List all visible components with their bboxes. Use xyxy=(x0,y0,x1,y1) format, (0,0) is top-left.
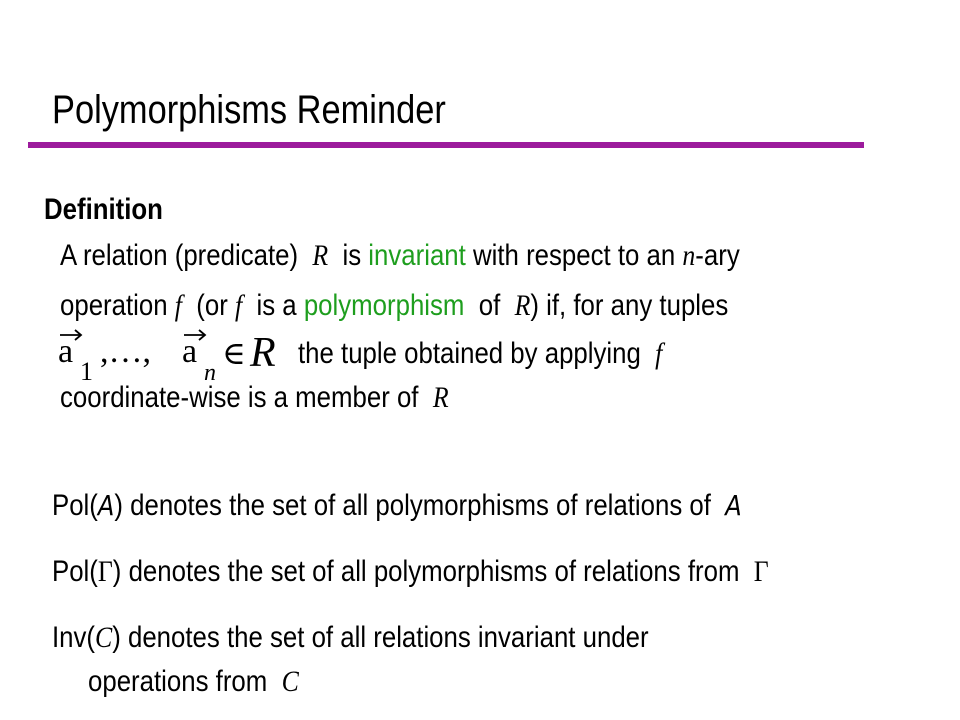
def-text: coordinate-wise is a member of xyxy=(60,381,419,414)
term-polymorphism: polymorphism xyxy=(303,289,465,322)
statement-text: ) denotes the set of all relations invariant under xyxy=(112,621,649,654)
pol-a-statement xyxy=(52,486,854,526)
def-text: with respect to an xyxy=(473,239,676,272)
inv-c-statement-continuation xyxy=(88,662,333,702)
title-underline xyxy=(28,142,864,148)
math-C: C xyxy=(281,665,299,698)
slide-title-text: Polymorphisms Reminder xyxy=(52,88,446,132)
math-a: a xyxy=(182,333,198,370)
def-text: (or xyxy=(196,289,228,322)
definition-line-3 xyxy=(298,334,722,374)
math-A: A xyxy=(97,489,115,522)
math-dots: ,…, xyxy=(100,333,151,370)
math-f: f xyxy=(234,289,243,322)
def-text: -ary xyxy=(695,239,740,272)
def-text: A relation (predicate) xyxy=(60,239,299,272)
math-R: R xyxy=(514,289,531,322)
definition-heading-text: Definition xyxy=(44,193,163,226)
def-text: ) if, for any tuples xyxy=(530,289,729,322)
math-gamma: Γ xyxy=(753,555,769,588)
pol-gamma-statement xyxy=(52,552,885,592)
statement-text: Pol( xyxy=(52,555,98,588)
def-text: operation xyxy=(60,289,168,322)
math-f: f xyxy=(655,337,663,370)
math-a: a xyxy=(58,333,74,370)
math-A: A xyxy=(725,489,742,522)
math-R: R xyxy=(432,381,449,414)
slide-title xyxy=(52,86,510,134)
statement-text: Pol( xyxy=(52,489,98,522)
math-C: C xyxy=(95,621,113,654)
def-text: is a xyxy=(256,289,297,322)
math-R: R xyxy=(250,330,276,376)
tuple-membership-formula xyxy=(54,322,294,386)
element-of-symbol: ∈ xyxy=(222,335,246,371)
statement-text: ) denotes the set of all polymorphisms of relations from xyxy=(112,555,740,588)
def-text: the tuple obtained by applying xyxy=(298,337,641,370)
definition-line-1 xyxy=(60,236,850,276)
definition-line-2 xyxy=(60,286,837,326)
math-f: f xyxy=(174,289,182,322)
def-text: of xyxy=(478,289,501,322)
term-invariant: invariant xyxy=(368,239,466,272)
def-text: is xyxy=(342,239,362,272)
statement-text: ) denotes the set of all polymorphisms of relations of xyxy=(114,489,711,522)
math-n: n xyxy=(682,239,696,272)
math-gamma: Γ xyxy=(97,555,113,588)
definition-heading xyxy=(44,190,182,230)
math-subscript-n: n xyxy=(204,360,216,386)
definition-line-4 xyxy=(60,378,512,418)
statement-text: operations from xyxy=(88,665,268,698)
math-R: R xyxy=(312,239,329,272)
inv-c-statement xyxy=(52,618,746,658)
math-subscript-1: 1 xyxy=(80,357,93,386)
statement-text: Inv( xyxy=(52,621,96,654)
